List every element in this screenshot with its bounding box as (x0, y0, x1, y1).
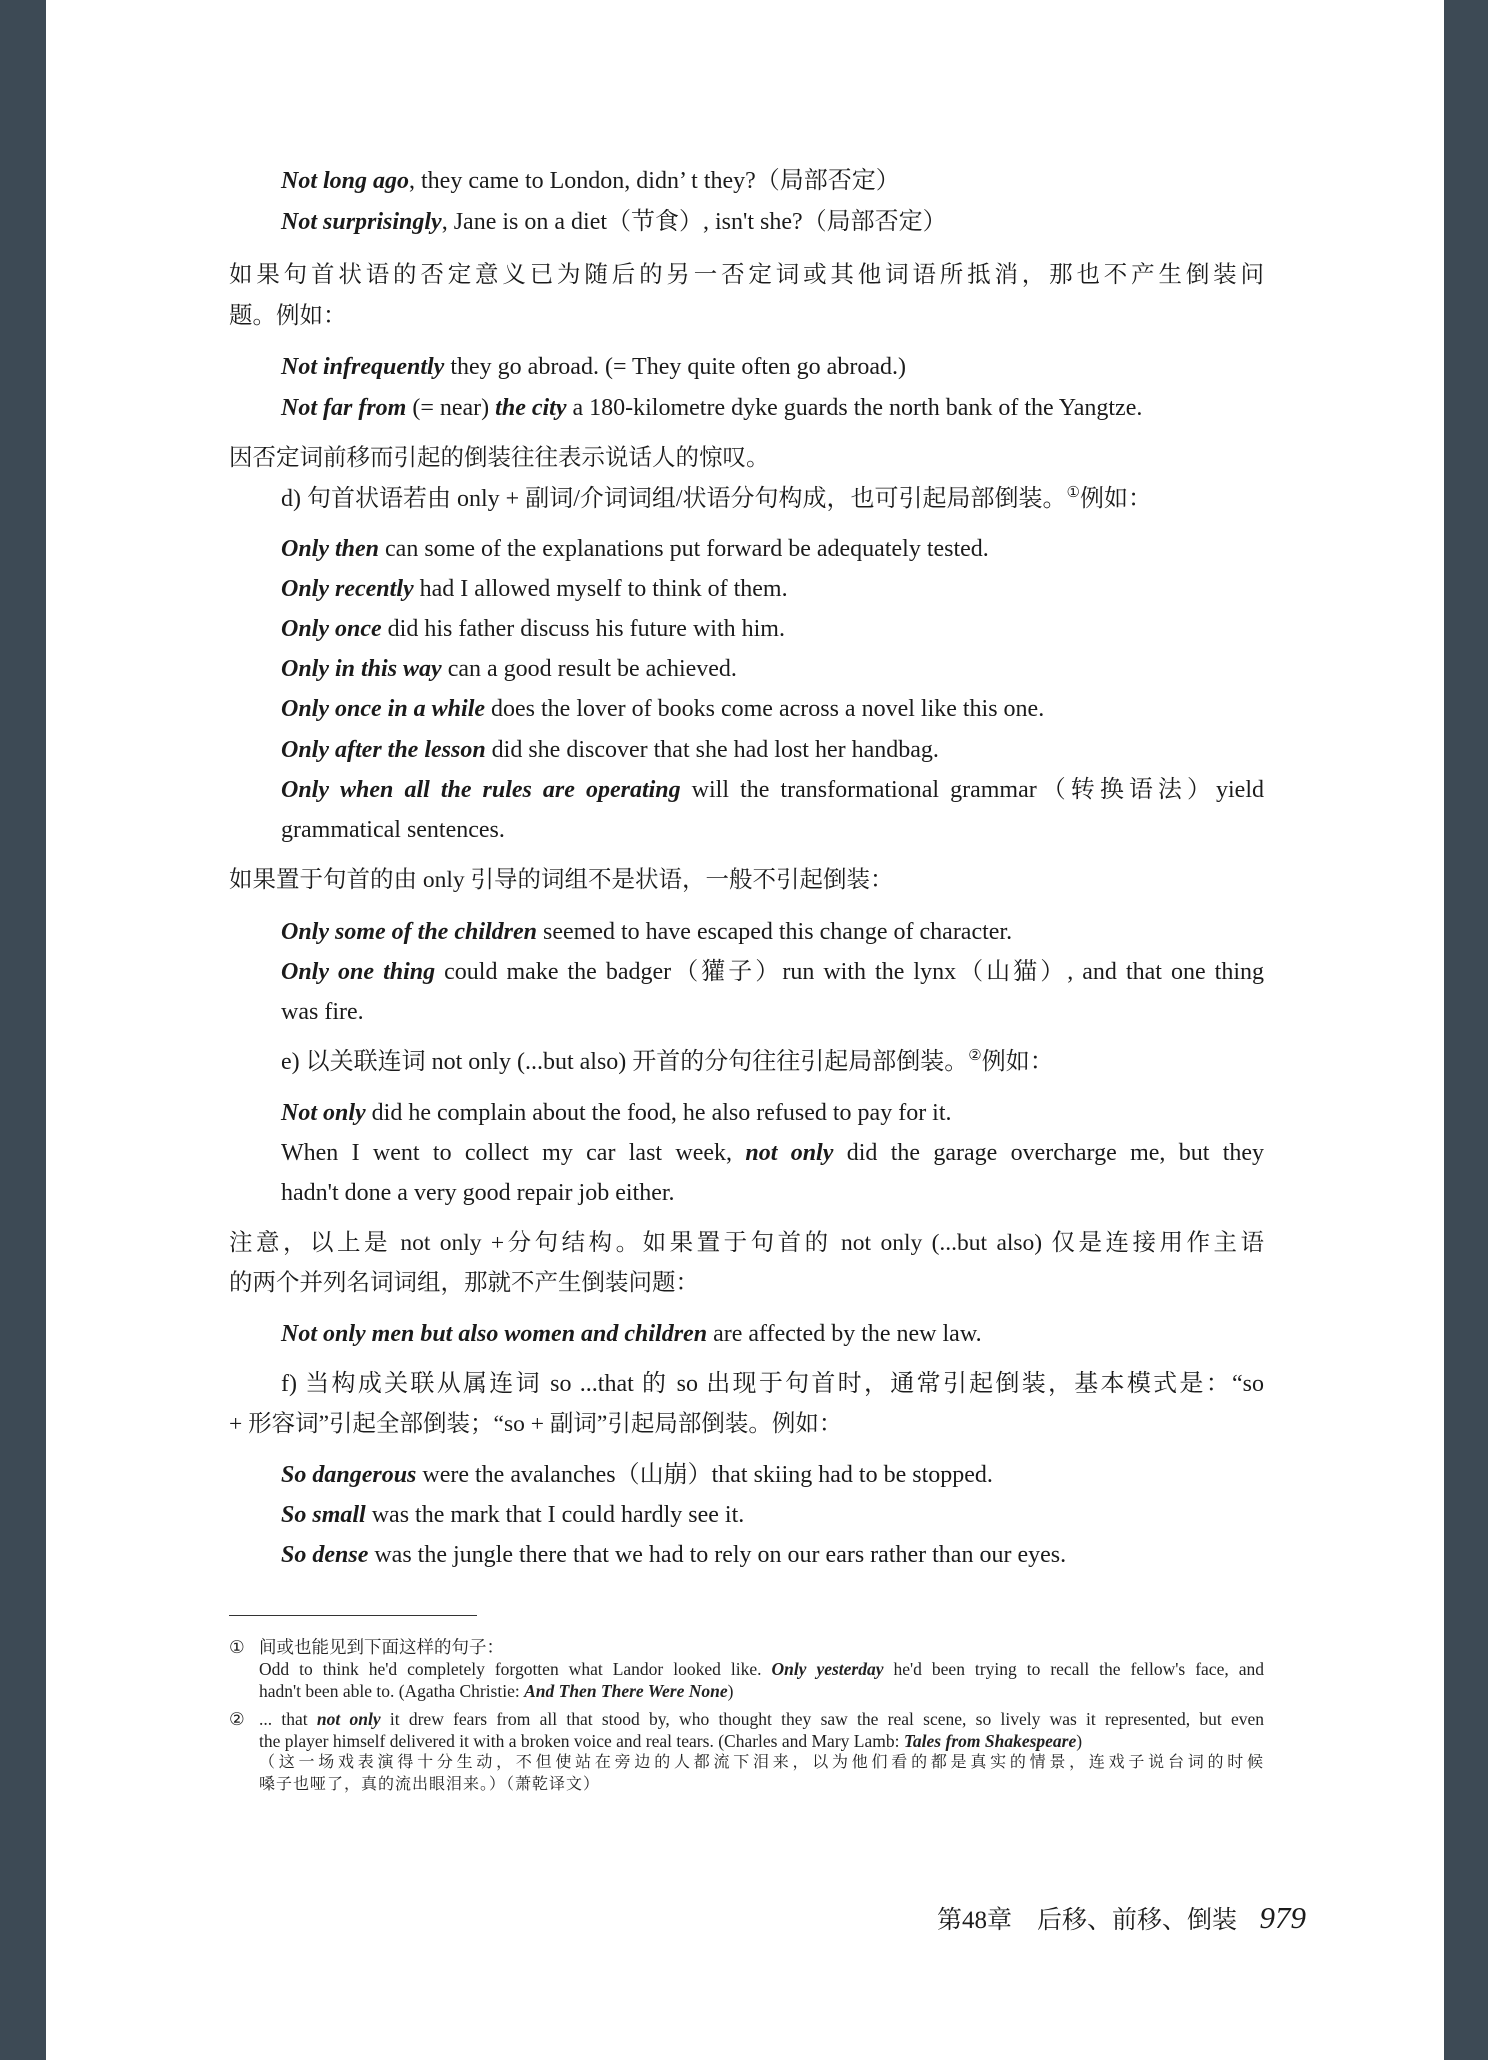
explanation-text (229, 443, 1444, 473)
emphasis-text: Only some of the children (281, 919, 537, 945)
emphasis-text: not only (745, 1140, 834, 1166)
text-run: did the garage overcharge me, but they (833, 1140, 1265, 1166)
emphasis-text: Tales from Shakespeare (903, 1731, 1077, 1751)
example-sentence (281, 166, 1444, 196)
example-sentence (281, 1540, 1444, 1570)
footnote-line (259, 1636, 1264, 1658)
text-run: did his father discuss his future with him. (381, 616, 785, 642)
example-sentence (281, 997, 1444, 1027)
emphasis-text: Not only (281, 1100, 366, 1126)
text-run: will the transformational grammar（转换语法）yield (680, 777, 1264, 803)
example-sentence (281, 352, 1444, 382)
text-run: 嗓子也哑了，真的流出眼泪来。）（萧乾译文） (259, 1776, 601, 1793)
text-run: can a good result be achieved. (441, 656, 737, 682)
footnote-line (259, 1774, 1264, 1796)
text-run: 如果置于句首的由 only 引导的词组不是状语，一般不引起倒装： (229, 867, 894, 893)
explanation-text (229, 1228, 1264, 1258)
example-sentence (281, 393, 1444, 423)
example-sentence (281, 735, 1444, 765)
text-run: had I allowed myself to think of them. (413, 576, 788, 602)
example-sentence (281, 1319, 1444, 1349)
emphasis-text: Only yesterday (771, 1659, 884, 1679)
explanation-text (229, 1409, 1444, 1439)
text-run: grammatical sentences. (281, 817, 505, 843)
example-sentence (281, 1098, 1444, 1128)
text-run: e) 以关联连词 not only (...but also) 开首的分句往往引起局部倒装。 (281, 1049, 969, 1075)
text-run: d) 句首状语若由 only + 副词/介词词组/状语分句构成，也可引起局部倒装。 (281, 486, 1067, 512)
text-run: are affected by the new law. (707, 1321, 982, 1347)
example-sentence (281, 614, 1444, 644)
emphasis-text: Only recently (281, 576, 414, 602)
text-run: , Jane is on a diet（节食）, isn't she?（局部否定） (441, 209, 947, 235)
text-run: hadn't done a very good repair job either. (281, 1180, 675, 1206)
text-run: + 形容词”引起全部倒装；“so + 副词”引起局部倒装。例如： (229, 1411, 843, 1437)
text-run: 间或也能见到下面这样的句子： (259, 1637, 504, 1657)
text-run: were the avalanches（山崩）that skiing had to be stopped. (416, 1462, 993, 1488)
example-sentence (281, 815, 1444, 845)
text-run: he'd been trying to recall the fellow's face, and (883, 1659, 1264, 1679)
text-run: 题。例如： (229, 303, 347, 329)
footnote-line (259, 1658, 1264, 1680)
emphasis-text: Only one thing (281, 959, 436, 985)
page-footer (46, 1898, 1306, 1941)
emphasis-text: Only in this way (281, 656, 442, 682)
page-number: 979 (1259, 1900, 1306, 1935)
emphasis-text: So dangerous (281, 1462, 417, 1488)
emphasis-text: Only when all the rules are operating (281, 777, 681, 803)
text-run: 注意，以上是 not only +分句结构。如果置于句首的 not only (...but also) 仅是连接用作主语 (229, 1230, 1264, 1256)
text-run: 如果句首状语的否定意义已为随后的另一否定词或其他词语所抵消，那也不产生倒装问 (229, 262, 1264, 288)
footnote-number: ① (229, 1637, 245, 1657)
text-run: hadn't been able to. (Agatha Christie: (259, 1681, 525, 1701)
rule-item (281, 484, 1444, 514)
example-sentence (281, 1460, 1444, 1490)
text-run: was the mark that I could hardly see it. (365, 1502, 745, 1528)
example-sentence (281, 775, 1264, 805)
example-sentence (281, 1178, 1444, 1208)
example-sentence (281, 654, 1444, 684)
book-page (46, 0, 1444, 2060)
text-run: (= near) (406, 395, 496, 421)
text-run: ... that (259, 1709, 317, 1729)
text-run: a 180-kilometre dyke guards the north bank of the Yangtze. (566, 395, 1143, 421)
emphasis-text: Only then (281, 536, 380, 562)
explanation-text (229, 865, 1444, 895)
example-sentence (281, 917, 1444, 947)
example-sentence (281, 1138, 1264, 1168)
emphasis-text: Not only men but also women and children (281, 1321, 708, 1347)
footnote-line (259, 1730, 1264, 1752)
example-sentence (281, 1500, 1444, 1530)
rule-item (281, 1369, 1264, 1399)
text-run: the player himself delivered it with a broken voice and real tears. (Charles and Mary Lamb: (259, 1731, 904, 1751)
example-sentence (281, 574, 1444, 604)
explanation-text (229, 1268, 1444, 1298)
emphasis-text: Not infrequently (281, 354, 445, 380)
text-run: When I went to collect my car last week, (281, 1140, 746, 1166)
footnote-marker: ② (968, 1048, 982, 1064)
emphasis-text: not only (316, 1709, 381, 1729)
footnote-marker: ① (1066, 485, 1080, 501)
text-run: 的两个并列名词词组，那就不产生倒装问题： (229, 1270, 699, 1296)
text-run: ) (727, 1681, 734, 1701)
emphasis-text: So small (281, 1502, 366, 1528)
chapter-title: 第48章 后移、前移、倒装 (936, 1907, 1237, 1934)
emphasis-text: Not far from (281, 395, 407, 421)
text-run: seemed to have escaped this change of character. (537, 919, 1013, 945)
text-run: was fire. (281, 999, 364, 1025)
example-sentence (281, 534, 1444, 564)
text-run: they go abroad. (= They quite often go abroad.) (444, 354, 906, 380)
emphasis-text: Not surprisingly (281, 209, 442, 235)
text-run: 例如： (981, 1049, 1054, 1075)
text-run: 例如： (1079, 486, 1152, 512)
text-run: was the jungle there that we had to rely on our ears rather than our eyes. (368, 1542, 1067, 1568)
text-run: , they came to London, didn’ t they?（局部否定） (409, 168, 900, 194)
footnote-number: ② (229, 1709, 245, 1729)
emphasis-text: Only after the lesson (281, 737, 486, 763)
footnote-line (259, 1708, 1264, 1730)
emphasis-text: Only once (281, 616, 382, 642)
text-run: could make the badger（獾子）run with the lynx（山猫）, and that one thing (435, 959, 1265, 985)
emphasis-text: Not long ago (281, 168, 410, 194)
text-run: ) (1076, 1731, 1083, 1751)
footnote-line (259, 1752, 1264, 1774)
example-sentence (281, 957, 1264, 987)
example-sentence (281, 694, 1444, 724)
emphasis-text: the city (495, 395, 567, 421)
rule-item (281, 1047, 1444, 1077)
text-run: f) 当构成关联从属连词 so ...that 的 so 出现于句首时，通常引起倒装，基本模式是：“so (281, 1371, 1264, 1397)
text-run: did she discover that she had lost her handbag. (485, 737, 939, 763)
footnote-separator (229, 1615, 477, 1616)
explanation-text (229, 301, 1444, 331)
text-run: does the lover of books come across a novel like this one. (485, 696, 1045, 722)
text-run: （这一场戏表演得十分生动，不但使站在旁边的人都流下泪来，以为他们看的都是真实的情景，连戏子说台词的时候 (259, 1754, 1264, 1771)
emphasis-text: Only once in a while (281, 696, 486, 722)
emphasis-text: So dense (281, 1542, 369, 1568)
text-run: Odd to think he'd completely forgotten what Landor looked like. (259, 1659, 772, 1679)
example-sentence (281, 207, 1444, 237)
explanation-text (229, 260, 1264, 290)
footnote-line (259, 1680, 1264, 1702)
text-run: 因否定词前移而引起的倒装往往表示说话人的惊叹。 (229, 445, 770, 471)
emphasis-text: And Then There Were None (524, 1681, 728, 1701)
text-run: it drew fears from all that stood by, who thought they saw the real scene, so lively was it represented, but even (380, 1709, 1264, 1729)
text-run: can some of the explanations put forward be adequately tested. (379, 536, 989, 562)
text-run: did he complain about the food, he also refused to pay for it. (365, 1100, 952, 1126)
